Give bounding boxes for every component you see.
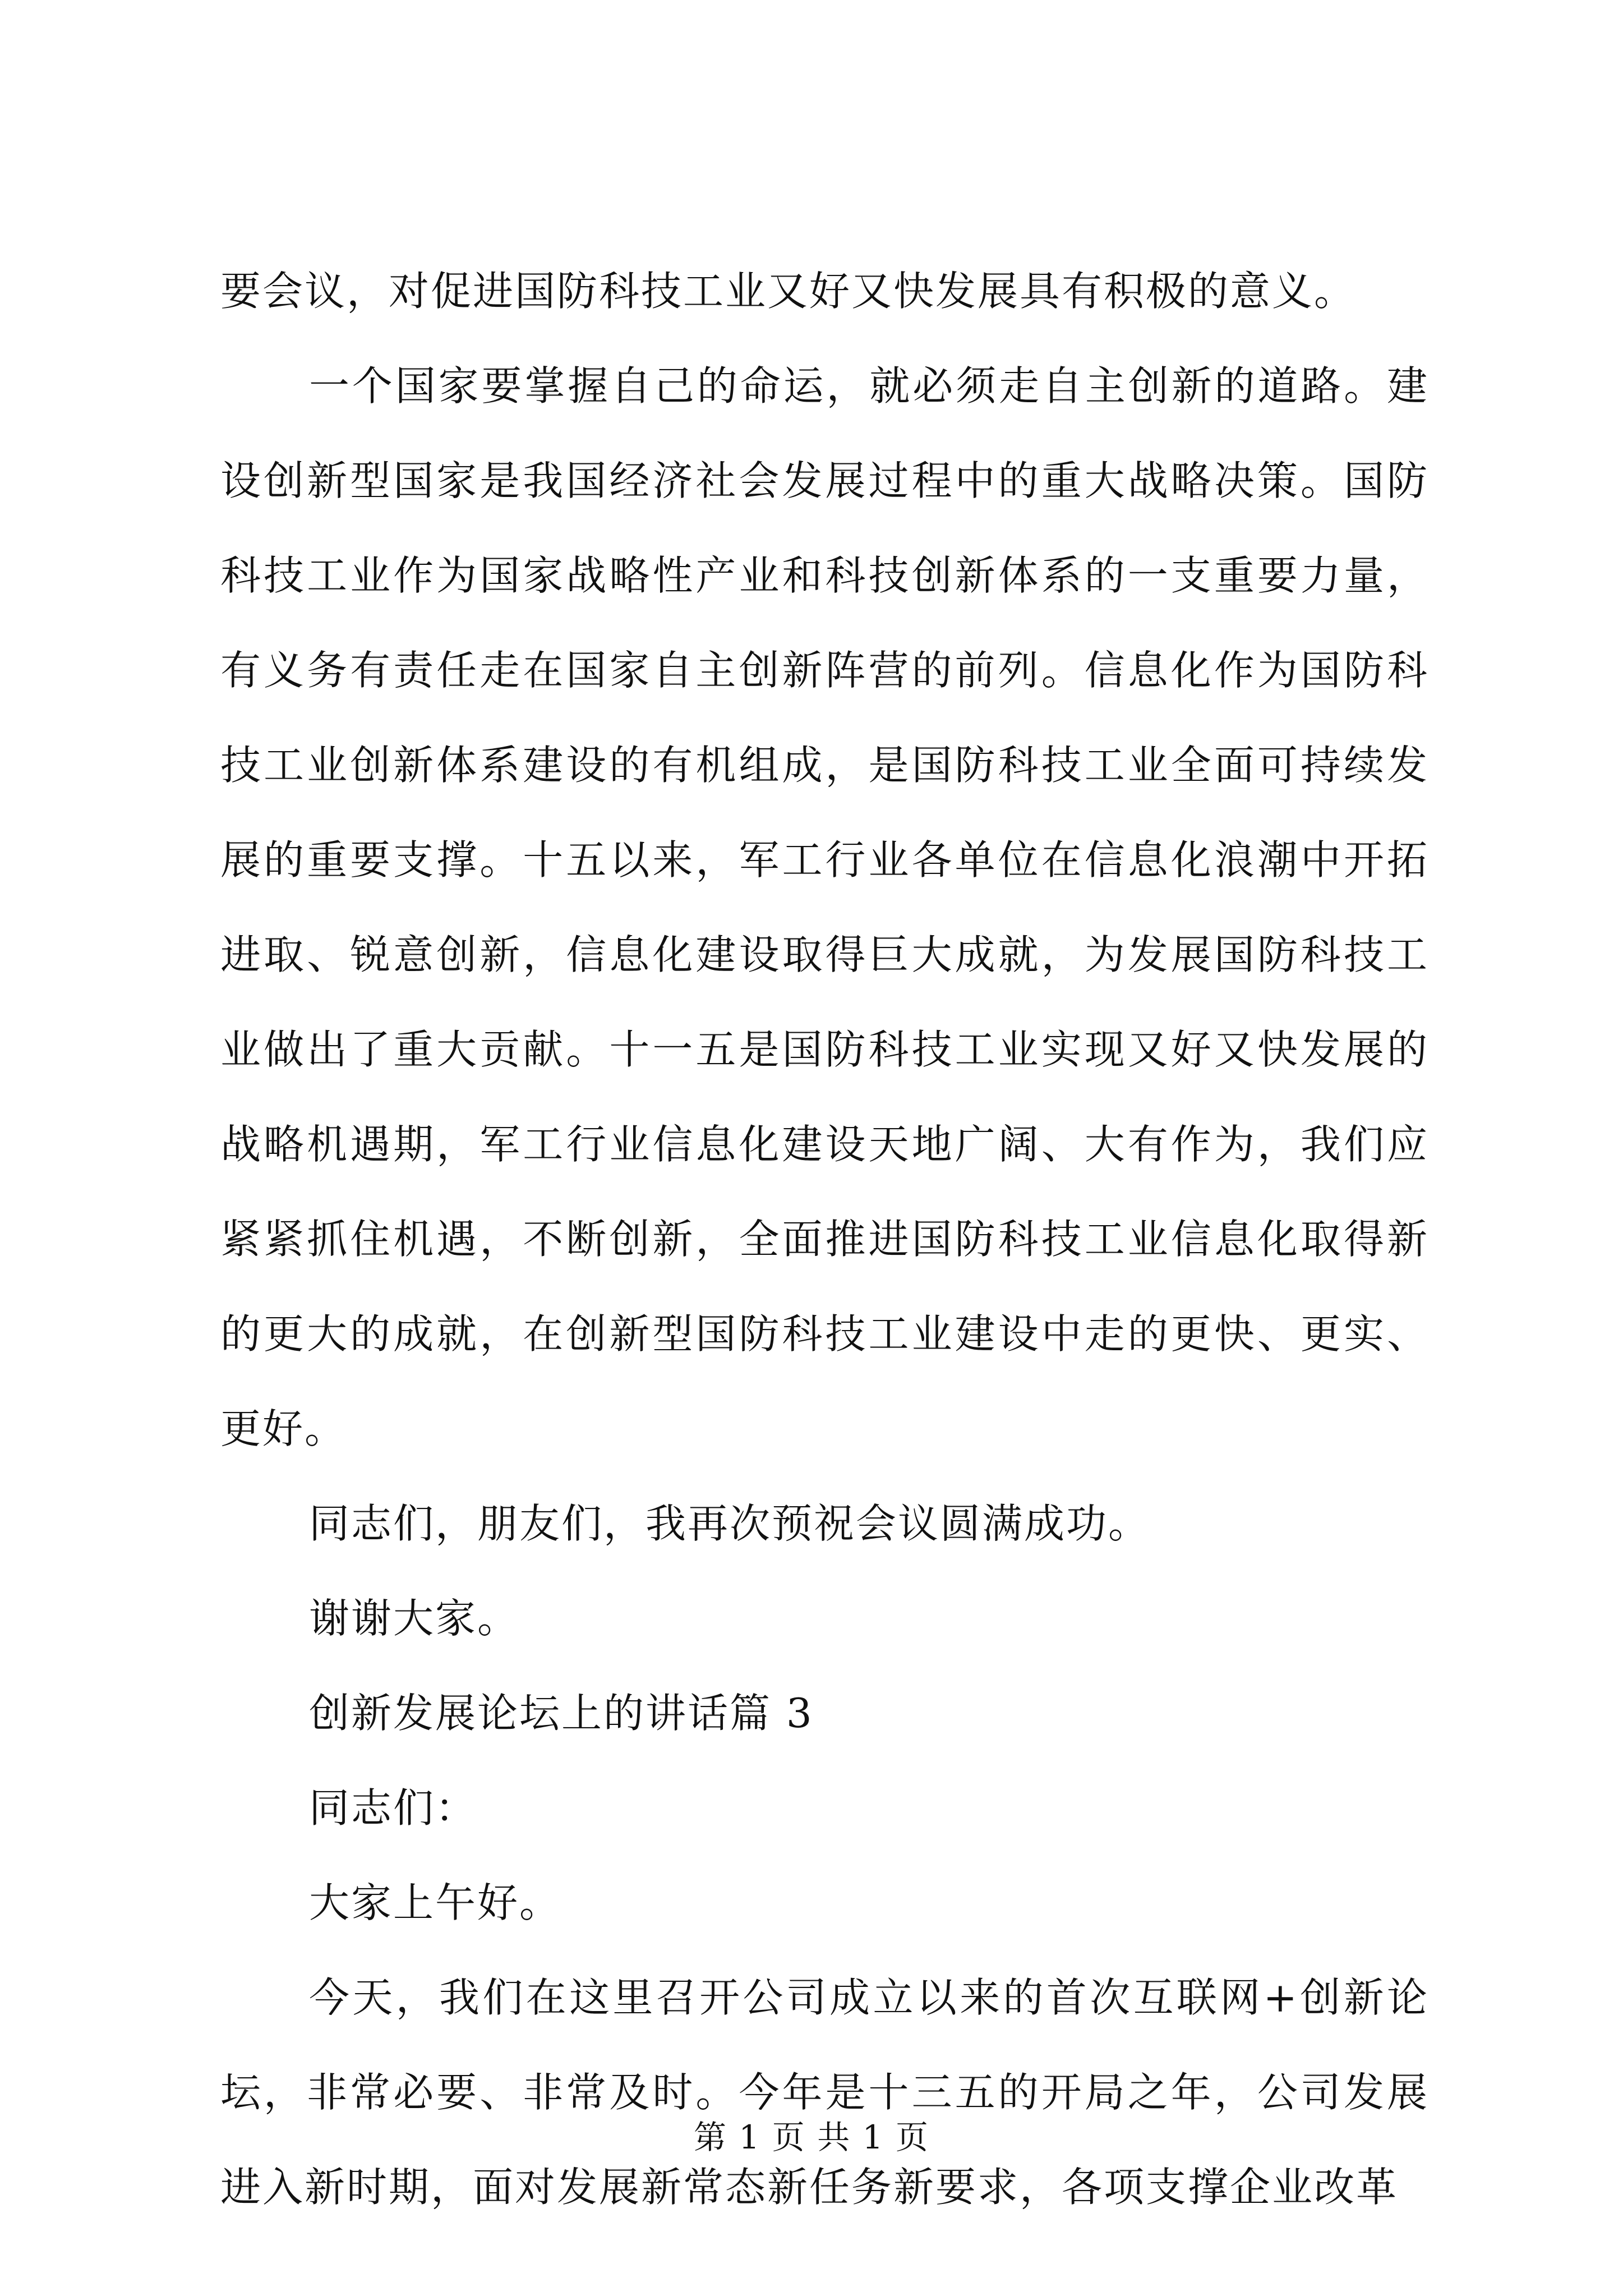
paragraph-continuation: 要会议，对促进国防科技工业又好又快发展具有积极的意义。 — [220, 268, 1357, 315]
paragraph-salutation: 同志们： — [309, 1784, 478, 1832]
section-heading: 创新发展论坛上的讲话篇 3 — [309, 1690, 814, 1737]
document-body — [220, 244, 1429, 2235]
paragraph-greeting: 大家上午好。 — [309, 1879, 562, 1926]
paragraph-thanks: 谢谢大家。 — [309, 1595, 520, 1642]
page-footer: 第 1 页 共 1 页 — [694, 2118, 929, 2156]
paragraph-wishes: 同志们，朋友们，我再次预祝会议圆满成功。 — [309, 1500, 1151, 1547]
paragraph-innovation: 一个国家要掌握自己的命运，就必须走自主创新的道路。建设创新型国家是我国经济社会发展过程中的重大战略决策。国防科技工业作为国家战略性产业和科技创新体系的一支重要力量，有义务有责任走在国家自主创新阵营的前列。信息化作为国防科技工业创新体系建设的有机组成，是国防科技工业全面可持续发展的重要支撑。十五以来，军工行业各单位在信息化浪潮中开拓进取、锐意创新，信息化建设取得巨大成就，为发展国防科技工业做出了重大贡献。十一五是国防科技工业实现又好又快发展的战略机遇期，军工行业信息化建设天地广阔、大有作为，我们应紧紧抓住机遇，不断创新，全面推进国防科技工业信息化取得新的更大的成就，在创新型国防科技工业建设中走的更快、更实、更好。 — [220, 362, 1429, 1452]
paragraph-forum-intro: 今天，我们在这里召开公司成立以来的首次互联网+创新论坛，非常必要、非常及时。今年是十三五的开局之年，公司发展进入新时期，面对发展新常态新任务新要求，各项支撑企业改革 — [220, 1974, 1429, 2211]
